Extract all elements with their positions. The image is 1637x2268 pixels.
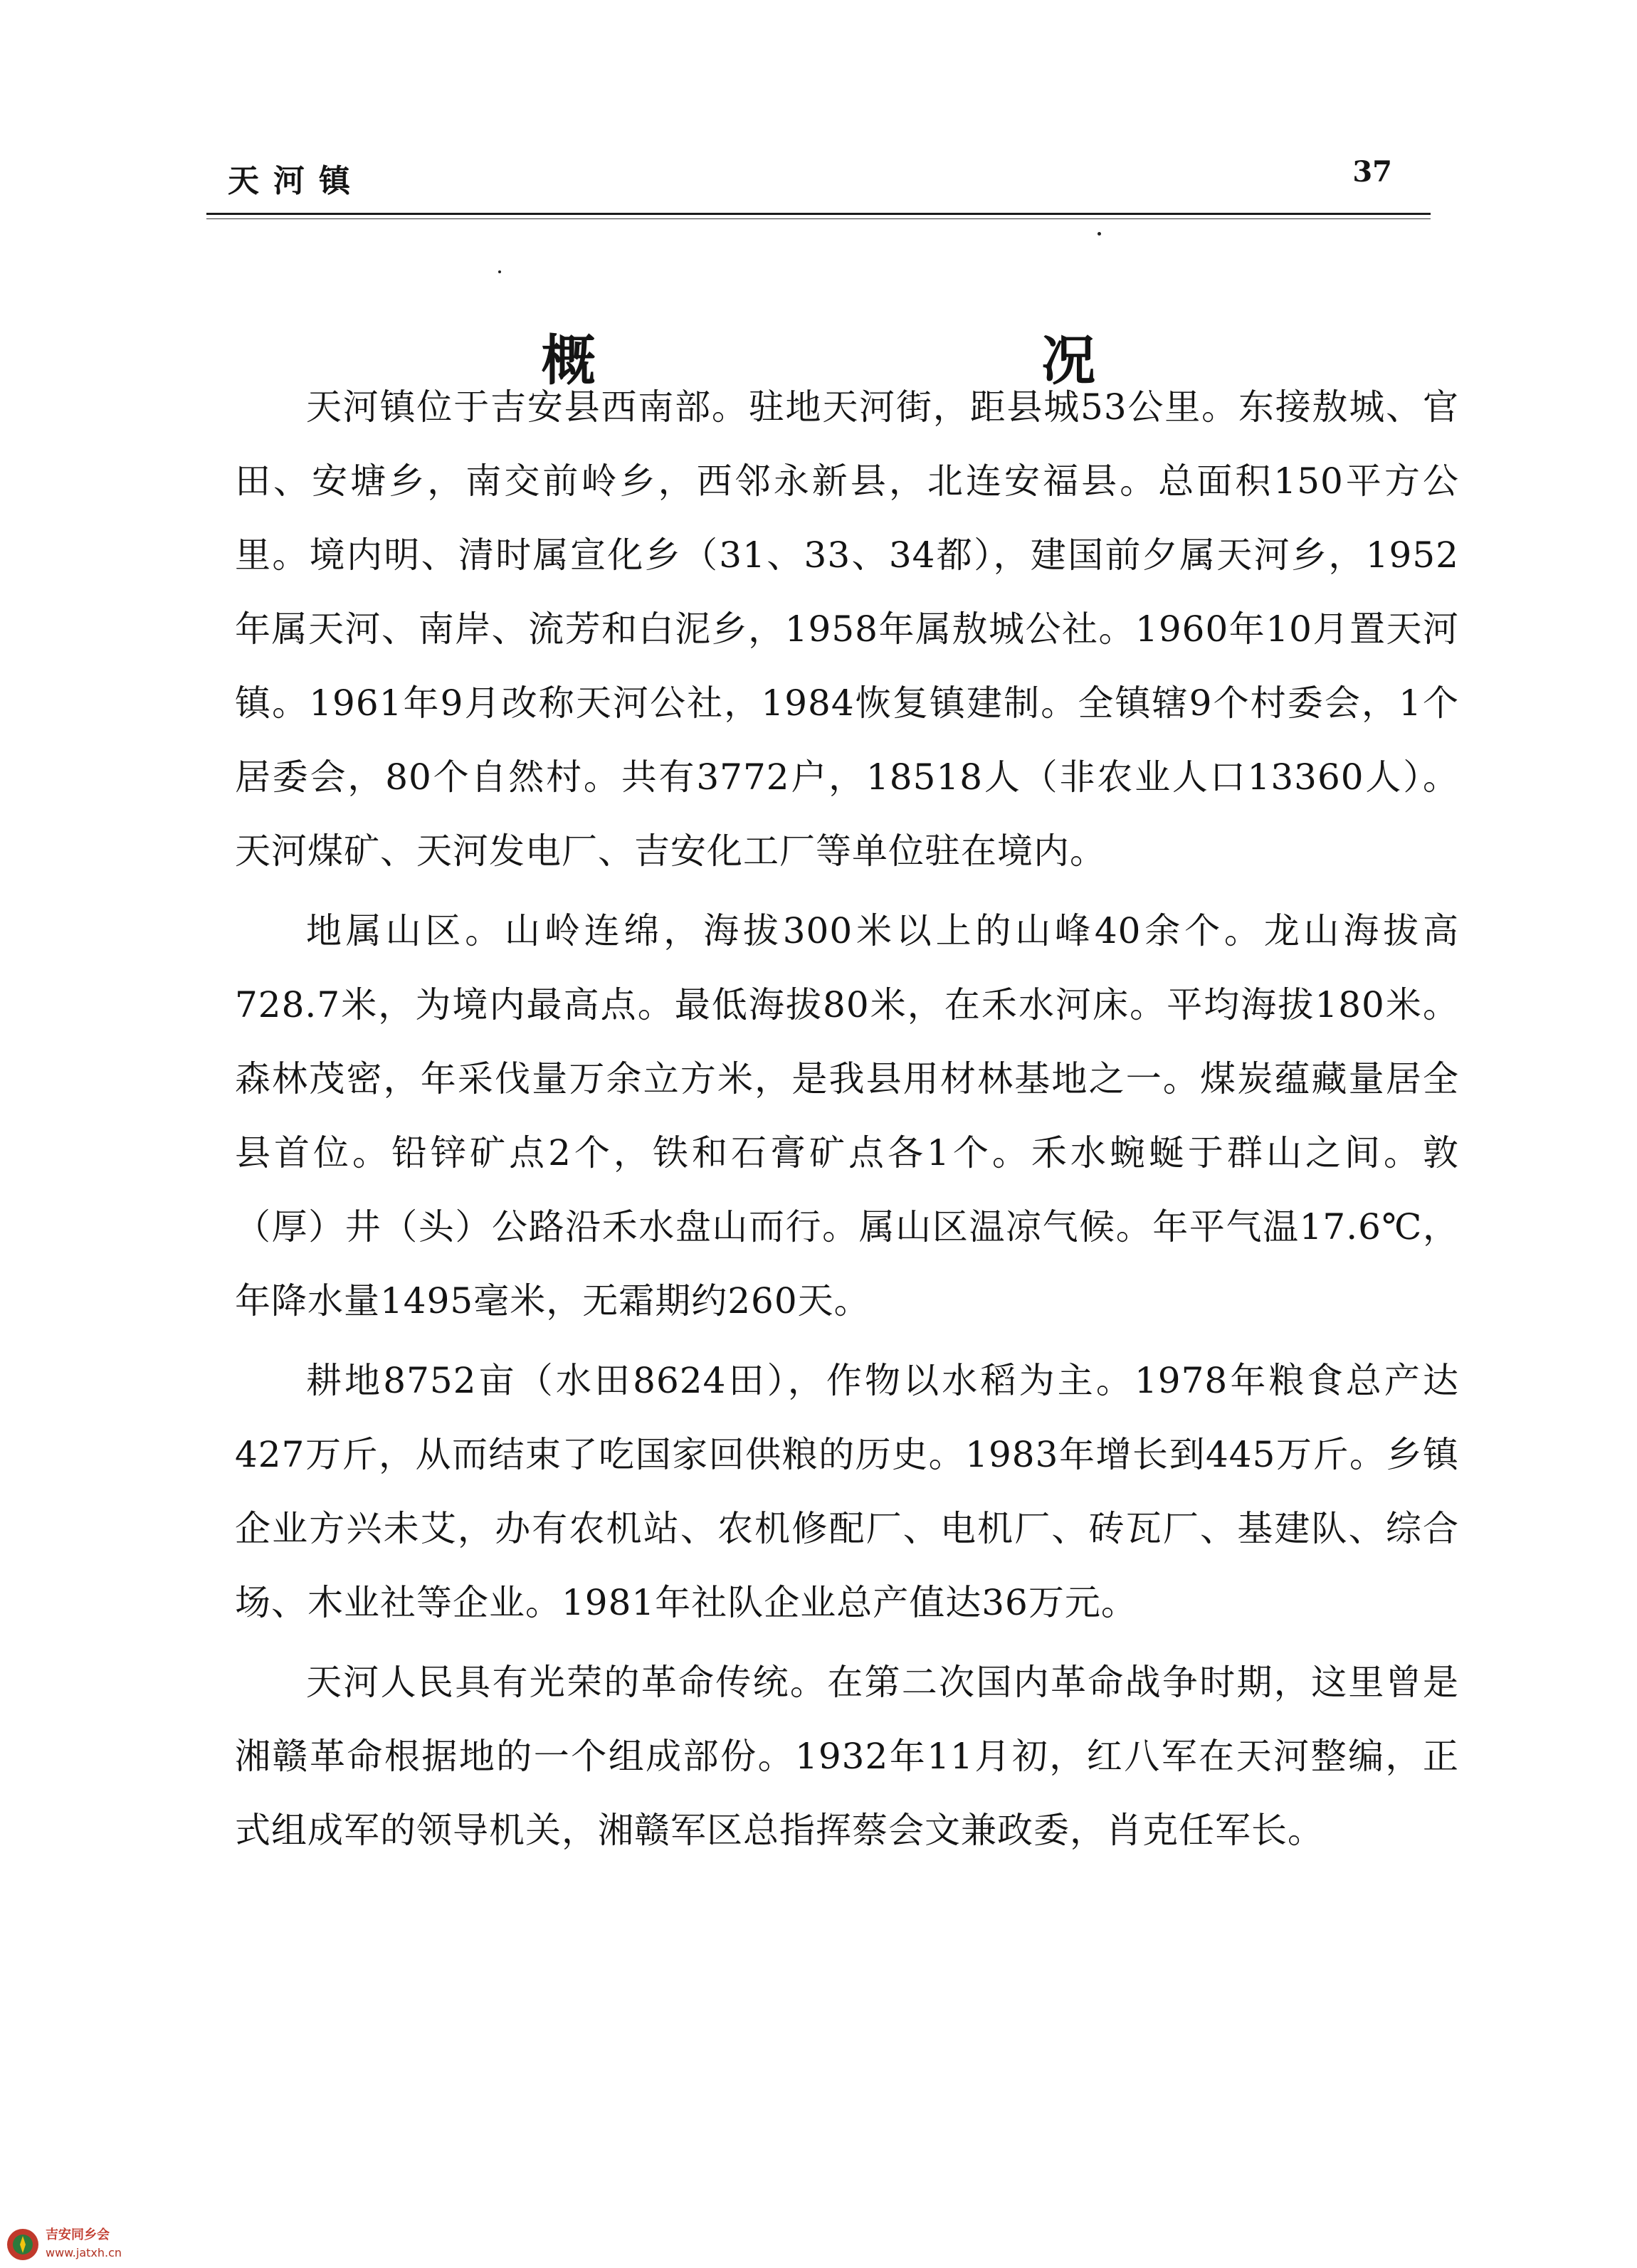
watermark-site-name: 吉安同乡会 bbox=[46, 2227, 110, 2242]
section-title: 概 况 bbox=[541, 328, 1310, 392]
body-text bbox=[235, 370, 1459, 1867]
paragraph-economy: 耕地8752亩（水田8624田），作物以水稻为主。1978年粮食总产达427万斤，从而结束了吃国家回供粮的历史。1983年增长到445万斤。乡镇企业方兴未艾，办有农机站、农机修配厂、电机厂、砖瓦厂、基建队、综合场、木业社等企业。1981年社队企业总产值达36万元。 bbox=[235, 1360, 1459, 1623]
paragraph-history: 天河人民具有光荣的革命传统。在第二次国内革命战争时期，这里曾是湘赣革命根据地的一个组成部份。1932年11月初，红八军在天河整编，正式组成军的领导机关，湘赣军区总指挥蔡会文兼政委，肖克任军长。 bbox=[235, 1662, 1459, 1851]
header-rule-thin bbox=[206, 218, 1431, 219]
scan-speck bbox=[498, 270, 501, 273]
paragraph-overview: 天河镇位于吉安县西南部。驻地天河街，距县城53公里。东接敖城、官田、安塘乡，南交前岭乡，西邻永新县，北连安福县。总面积150平方公里。境内明、清时属宣化乡（31、33、34都），建国前夕属天河乡，1952年属天河、南岸、流芳和白泥乡，1958年属敖城公社。1960年10月置天河镇。1961年9月改称天河公社，1984恢复镇建制。全镇辖9个村委会，1个居委会，80个自然村。共有3772户，18518人（非农业人口13360人）。天河煤矿、天河发电厂、吉安化工厂等单位驻在境内。 bbox=[235, 386, 1459, 872]
site-watermark bbox=[6, 2227, 169, 2264]
paragraph-geography: 地属山区。山岭连绵，海拔300米以上的山峰40余个。龙山海拔高728.7米，为境内最高点。最低海拔80米，在禾水河床。平均海拔180米。森林茂密，年采伐量万余立方米，是我县用材林基地之一。煤炭蕴藏量居全县首位。铅锌矿点2个，铁和石膏矿点各1个。禾水蜿蜒于群山之间。敦（厚）井（头）公路沿禾水盘山而行。属山区温凉气候。年平气温17.6℃，年降水量1495毫米，无霜期约260天。 bbox=[235, 910, 1459, 1322]
running-header bbox=[206, 155, 1431, 205]
watermark-url: www.jatxh.cn bbox=[46, 2246, 122, 2259]
page-number: 37 bbox=[1352, 155, 1392, 189]
site-logo-icon bbox=[6, 2227, 40, 2262]
header-rule bbox=[206, 213, 1431, 215]
scan-speck bbox=[1098, 232, 1101, 236]
running-title: 天河镇 bbox=[228, 163, 364, 199]
